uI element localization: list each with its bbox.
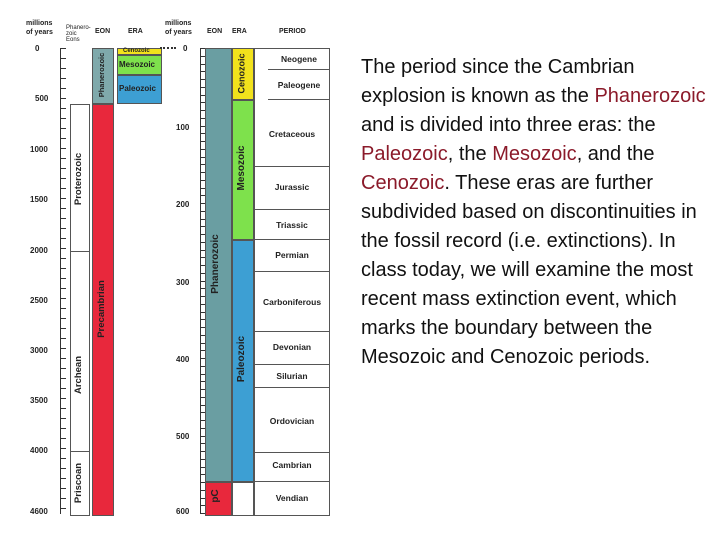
axis-minor-tick (61, 128, 66, 129)
left-paleozoic-label: Paleozoic (119, 84, 156, 93)
axis-minor-tick (61, 288, 66, 289)
left-header-tiny-1: Phanero- (66, 25, 91, 31)
axis-minor-tick (61, 368, 66, 369)
right-phanerozoic-label: Phanerozoic (210, 234, 221, 294)
right-header-period: PERIOD (279, 28, 306, 35)
period-label: Cretaceous (268, 129, 316, 139)
left-tick-label: 3000 (30, 346, 48, 355)
right-tick-label: 100 (176, 123, 190, 132)
archean-label: Archean (73, 356, 84, 395)
left-header-tiny-3: Eons (66, 37, 80, 43)
axis-minor-tick (61, 398, 66, 399)
right-cenozoic-label: Cenozoic (236, 53, 247, 94)
left-header-of-years: of years (26, 29, 53, 36)
left-phanerozoic-label: Phanerozoic (97, 52, 106, 98)
axis-minor-tick (61, 458, 66, 459)
axis-minor-tick (61, 68, 66, 69)
axis-minor-tick (61, 428, 66, 429)
left-tick-label: 2500 (30, 296, 48, 305)
period-label: Jurassic (274, 182, 310, 192)
paragraph-text-3: , the (447, 143, 493, 165)
right-tick-label: 400 (176, 355, 190, 364)
paleozoic-highlight: Paleozoic (361, 143, 448, 165)
right-precambrian-era-blank (232, 482, 254, 516)
axis-minor-tick (61, 468, 66, 469)
axis-minor-tick (61, 188, 66, 189)
axis-minor-tick (61, 418, 66, 419)
left-tick-label: 3500 (30, 396, 48, 405)
phanerozoic-highlight: Phanerozoic (594, 85, 706, 107)
right-tick-label: 0 (183, 44, 188, 53)
right-tick-label: 200 (176, 200, 190, 209)
priscoan-label: Priscoan (73, 462, 84, 504)
left-header-era: ERA (128, 28, 143, 35)
paragraph-text-1: The period since the Cambrian explosion is known as the (361, 56, 635, 107)
axis-minor-tick (61, 308, 66, 309)
axis-minor-tick (61, 208, 66, 209)
left-tick-label: 1000 (30, 145, 48, 154)
right-header-eon: EON (207, 28, 223, 35)
axis-minor-tick (61, 278, 66, 279)
axis-minor-tick (61, 448, 66, 449)
axis-minor-tick (61, 118, 66, 119)
right-header-of-years: of years (165, 29, 192, 36)
left-tick-label: 4000 (30, 446, 48, 455)
axis-minor-tick (61, 298, 66, 299)
right-tick-label: 300 (176, 278, 190, 287)
proterozoic-label: Proterozoic (73, 152, 84, 206)
axis-minor-tick (61, 498, 66, 499)
period-label: Permian (275, 250, 309, 260)
axis-minor-tick (61, 248, 66, 249)
axis-minor-tick (61, 268, 66, 269)
axis-minor-tick (61, 318, 66, 319)
period-label: Paleogene (277, 80, 321, 90)
axis-minor-tick (61, 388, 66, 389)
axis-minor-tick (61, 238, 66, 239)
axis-minor-tick (61, 198, 66, 199)
axis-minor-tick (61, 148, 66, 149)
axis-minor-tick (61, 488, 66, 489)
axis-minor-tick (61, 218, 66, 219)
left-cenozoic-label: Cenozoic (123, 48, 150, 54)
axis-minor-tick (61, 438, 66, 439)
left-tick-label: 4600 (30, 507, 48, 516)
axis-minor-tick (61, 358, 66, 359)
axis-minor-tick (61, 328, 66, 329)
axis-minor-tick (61, 48, 66, 49)
chart-connector-dots (160, 47, 176, 49)
period-label: Carboniferous (262, 297, 322, 307)
right-paleozoic-label: Paleozoic (236, 335, 247, 383)
axis-minor-tick (61, 98, 66, 99)
axis-minor-tick (61, 138, 66, 139)
paragraph-text-2: and is divided into three eras: the (361, 114, 656, 136)
axis-minor-tick (61, 478, 66, 479)
axis-minor-tick (61, 338, 66, 339)
precambrian-label: Precambrian (96, 280, 107, 338)
right-tick-label: 600 (176, 507, 190, 516)
period-label: Ordovician (269, 416, 315, 426)
left-tick-label: 500 (35, 94, 49, 103)
axis-minor-tick (61, 408, 66, 409)
left-tick-label: 1500 (30, 195, 48, 204)
period-label: Neogene (281, 54, 317, 64)
axis-minor-tick (61, 168, 66, 169)
period-label: Silurian (276, 371, 308, 381)
axis-minor-tick (61, 228, 66, 229)
cenozoic-highlight: Cenozoic (361, 172, 445, 194)
axis-minor-tick (61, 108, 66, 109)
left-era-divider-1 (70, 251, 90, 252)
paragraph-text-4: , and the (576, 143, 655, 165)
axis-minor-tick (61, 58, 66, 59)
axis-minor-tick (61, 378, 66, 379)
left-header-tiny-2: zoic (66, 31, 77, 37)
right-tick-label: 500 (176, 432, 190, 441)
axis-minor-tick (61, 178, 66, 179)
explanation-paragraph (361, 53, 706, 372)
axis-minor-tick (61, 258, 66, 259)
period-label: Vendian (275, 493, 309, 503)
left-header-eon: EON (95, 28, 111, 35)
pc-label: pC (210, 489, 221, 503)
paragraph-text-5: . These eras are further subdivided based on discontinuities in the fossil record (i.e. extinctions). In class today, we will examine the most recent mass extinction event, which marks the boundary between the Mesozoic and Cenozoic periods. (361, 172, 697, 368)
mesozoic-highlight: Mesozoic (492, 143, 577, 165)
right-mesozoic-label: Mesozoic (236, 145, 247, 191)
period-label: Triassic (276, 220, 308, 230)
axis-minor-tick (61, 88, 66, 89)
axis-minor-tick (61, 348, 66, 349)
right-header-millions: millions (165, 20, 192, 27)
axis-minor-tick (61, 158, 66, 159)
left-mesozoic-label: Mesozoic (119, 60, 156, 69)
period-label: Cambrian (272, 460, 312, 470)
axis-minor-tick (61, 78, 66, 79)
left-header-millions: millions (26, 20, 53, 27)
axis-minor-tick (61, 508, 66, 509)
left-tick-label: 2000 (30, 246, 48, 255)
period-label: Devonian (272, 342, 312, 352)
left-tick-label: 0 (35, 44, 40, 53)
right-header-era: ERA (232, 28, 247, 35)
